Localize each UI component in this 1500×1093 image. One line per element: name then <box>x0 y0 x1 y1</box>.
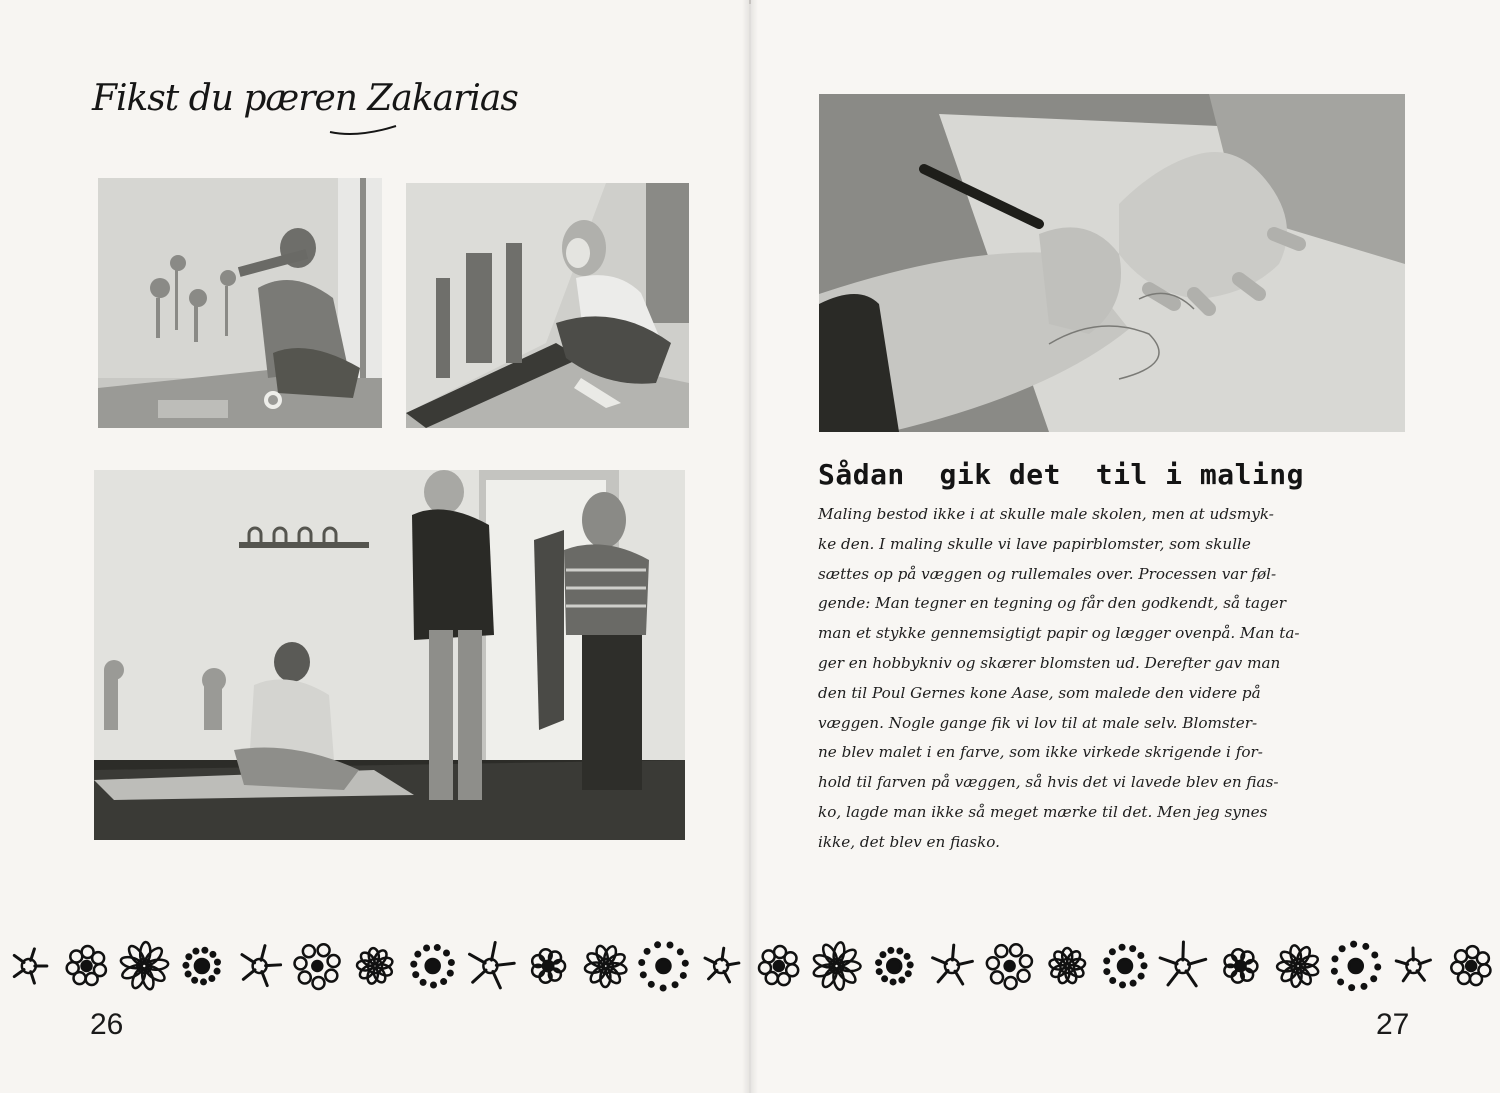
body-line: ko, lagde man ikke så meget mærke til det. Men jeg synes <box>818 802 1268 821</box>
flower-doodle-icon <box>812 941 860 990</box>
flower-doodle-icon <box>875 947 914 986</box>
body-line: ger en hobbykniv og skærer blomsten ud. Derefter gav man <box>818 653 1281 672</box>
flower-doodle-icon <box>584 944 627 987</box>
flower-doodle-border-icon <box>0 926 1500 1010</box>
body-line: man et stykke gennemsigtigt papir og lægger ovenpå. Man ta- <box>818 624 1300 643</box>
body-line: Maling bestod ikke i at skulle male skolen, men at udsmyk- <box>818 505 1274 523</box>
flower-doodle-icon <box>1049 948 1086 985</box>
photo-child-painting-flowers-wall-icon <box>98 178 382 428</box>
left-page-title: Fikst du pæren Zakarias <box>92 78 518 119</box>
flower-doodle-icon <box>933 945 973 984</box>
flower-doodle-icon <box>1331 941 1381 992</box>
photo-girl-crouching <box>406 183 689 428</box>
flower-doodle-icon <box>638 941 689 991</box>
flower-doodle-icon <box>759 946 798 985</box>
flower-doodle-icon <box>469 942 514 987</box>
flower-doodle-icon <box>1160 942 1206 986</box>
flower-doodle-icon <box>242 946 281 986</box>
flower-doodle-icon <box>532 949 565 982</box>
body-line: væggen. Nogle gange fik vi lov til at male selv. Blomster- <box>818 713 1258 732</box>
body-line: ne blev malet i en farve, som ikke virkede skrigende i for- <box>818 743 1263 762</box>
article-body <box>818 500 1440 860</box>
flower-doodle-icon <box>120 942 169 991</box>
photo-girl-crouching-painting-icon <box>406 183 689 428</box>
article-heading: Sådan gik det til i maling <box>818 458 1305 491</box>
flower-doodle-icon <box>987 944 1032 989</box>
flower-doodle-icon <box>14 949 47 983</box>
flower-doodle-icon <box>182 947 221 986</box>
photo-group-watching <box>94 470 685 840</box>
title-flourish <box>328 124 398 138</box>
flower-doodle-icon <box>410 944 455 988</box>
page-number-right: 27 <box>1376 1008 1410 1041</box>
photo-group-watching-wall-painting-icon <box>94 470 685 840</box>
flower-doodle-icon <box>1396 948 1430 981</box>
photo-hands-drawing <box>819 94 1405 432</box>
flower-doodle-icon <box>1224 949 1257 982</box>
flower-doodle-icon <box>705 948 739 982</box>
body-line: gende: Man tegner en tegning og får den godkendt, så tager <box>818 594 1287 613</box>
body-line: sættes op på væggen og rullemales over. Processen var føl- <box>818 564 1277 583</box>
flower-doodle-icon <box>1103 944 1147 989</box>
flower-doodle-icon <box>1451 946 1490 985</box>
flower-doodle-icon <box>1277 944 1320 987</box>
flower-doodle-icon <box>357 948 394 985</box>
body-line: ikke, det blev en fiasko. <box>818 832 1001 851</box>
page-number-left: 26 <box>90 1008 124 1041</box>
body-line: hold til farven på væggen, så hvis det vi lavede blev en fias- <box>818 773 1279 792</box>
flower-doodle-icon <box>295 944 340 989</box>
photo-child-painting-wall <box>98 178 382 428</box>
photo-hands-drawing-on-paper-icon <box>819 94 1405 432</box>
flower-doodle-icon <box>67 946 106 985</box>
body-line: den til Poul Gernes kone Aase, som malede den videre på <box>818 683 1261 702</box>
body-line: ke den. I maling skulle vi lave papirblomster, som skulle <box>818 534 1251 553</box>
